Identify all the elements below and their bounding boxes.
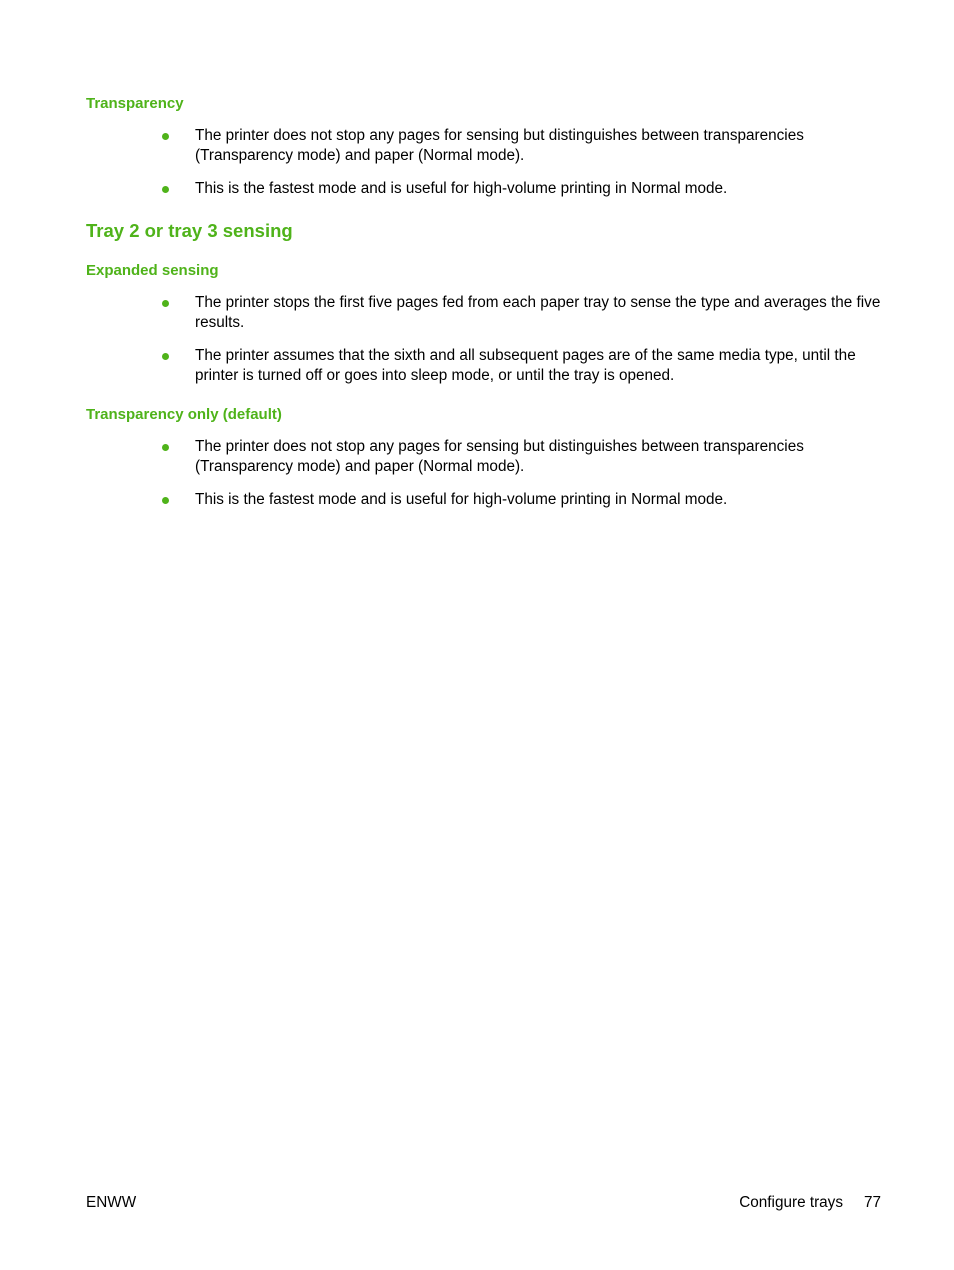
list-item (0, 346, 885, 385)
bullet-dot-icon (162, 133, 169, 140)
list-item-text: The printer does not stop any pages for sensing but distinguishes between transparencies (Transparency mode) and paper (Normal mode). (195, 127, 804, 164)
heading-expanded-sensing: Expanded sensing (86, 262, 219, 279)
heading-transparency: Transparency (86, 95, 184, 112)
bullet-dot-icon (162, 497, 169, 504)
list-item-text: The printer does not stop any pages for sensing but distinguishes between transparencies (Transparency mode) and paper (Normal mode). (195, 438, 804, 475)
list-item-text: The printer stops the first five pages fed from each paper tray to sense the type and averages the five results. (195, 294, 881, 331)
list-item-text: This is the fastest mode and is useful for high-volume printing in Normal mode. (195, 491, 728, 508)
bullet-list-transparency (0, 126, 954, 213)
bullet-list-transparency-only (0, 437, 954, 524)
bullet-dot-icon (162, 300, 169, 307)
footer-section-title: Configure trays (739, 1194, 843, 1211)
list-item (0, 126, 885, 165)
footer-left-label: ENWW (86, 1194, 137, 1211)
bullet-list-expanded-sensing (0, 293, 954, 399)
list-item (0, 490, 885, 510)
list-item-text: The printer assumes that the sixth and all subsequent pages are of the same media type, until the printer is turned off or goes into sleep mode, or until the tray is opened. (195, 347, 856, 384)
list-item (0, 179, 885, 199)
list-item (0, 293, 885, 332)
footer-right (739, 1193, 881, 1212)
list-item (0, 437, 885, 476)
list-item-text: This is the fastest mode and is useful for high-volume printing in Normal mode. (195, 180, 728, 197)
section-title-tray-sensing: Tray 2 or tray 3 sensing (86, 220, 293, 241)
bullet-dot-icon (162, 353, 169, 360)
bullet-dot-icon (162, 444, 169, 451)
bullet-dot-icon (162, 186, 169, 193)
heading-transparency-only: Transparency only (default) (86, 406, 282, 423)
page-number: 77 (863, 1194, 881, 1211)
